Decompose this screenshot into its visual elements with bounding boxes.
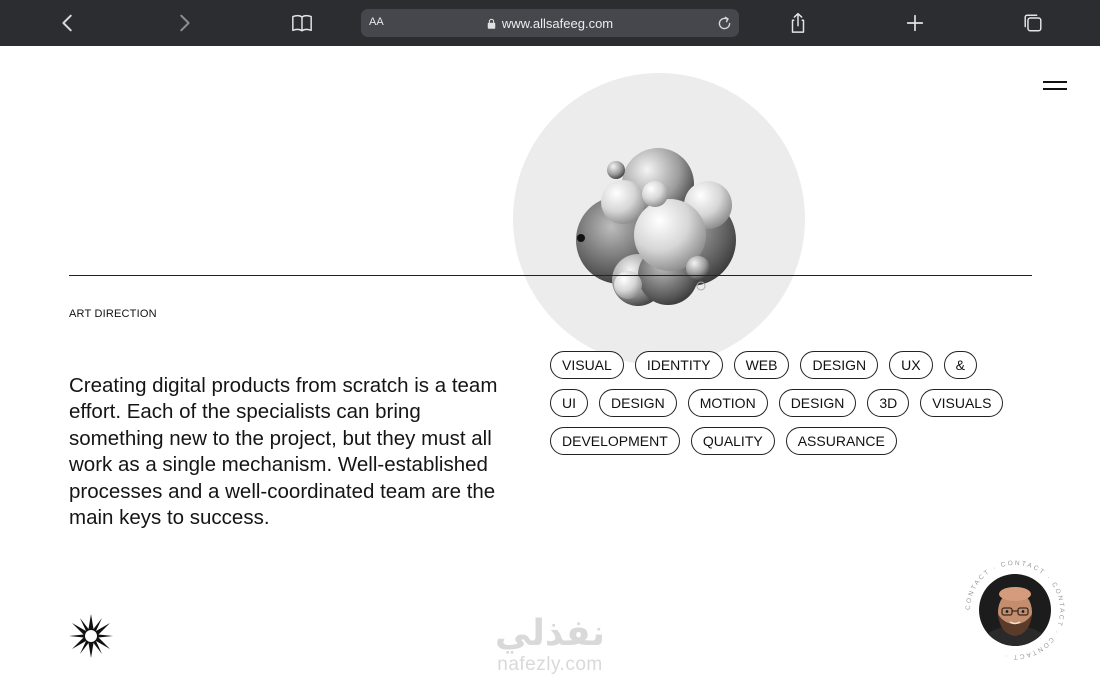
- reload-icon: [716, 15, 733, 32]
- avatar: [979, 574, 1051, 646]
- share-icon: [787, 12, 809, 34]
- tag-visuals[interactable]: VISUALS: [920, 389, 1003, 417]
- tag-3d[interactable]: 3D: [867, 389, 909, 417]
- tag-design[interactable]: DESIGN: [800, 351, 878, 379]
- tag-ux[interactable]: UX: [889, 351, 932, 379]
- tabs-icon: [1022, 12, 1044, 34]
- back-icon: [57, 12, 79, 34]
- lock-icon: [487, 18, 496, 29]
- tag-identity[interactable]: IDENTITY: [635, 351, 723, 379]
- tabs-button[interactable]: [1019, 9, 1047, 37]
- url-text: www.allsafeeg.com: [501, 15, 614, 31]
- tag-ampersand[interactable]: &: [944, 351, 977, 379]
- bookmarks-icon: [291, 12, 313, 34]
- watermark: [485, 614, 615, 688]
- tag-design[interactable]: DESIGN: [779, 389, 857, 417]
- browser-toolbar: [0, 0, 1100, 46]
- tag-quality[interactable]: QUALITY: [691, 427, 775, 455]
- tag-ui[interactable]: UI: [550, 389, 588, 417]
- address-bar[interactable]: [361, 9, 739, 37]
- contact-button[interactable]: [964, 559, 1066, 661]
- back-button[interactable]: [54, 9, 82, 37]
- tag-visual[interactable]: VISUAL: [550, 351, 624, 379]
- forward-button[interactable]: [170, 9, 198, 37]
- new-tab-icon: [904, 12, 926, 34]
- divider-line: [69, 275, 1032, 276]
- new-tab-button[interactable]: [901, 9, 929, 37]
- tag-design[interactable]: DESIGN: [599, 389, 677, 417]
- intro-paragraph: Creating digital products from scratch is a team effort. Each of the specialists can bring something new to the project, but they must all work as a single mechanism. Well-established processes and a well-coordinated team are the main keys to success.: [69, 374, 498, 530]
- menu-icon[interactable]: [1043, 78, 1067, 92]
- tag-assurance[interactable]: ASSURANCE: [786, 427, 897, 455]
- tag-web[interactable]: WEB: [734, 351, 790, 379]
- share-button[interactable]: [784, 9, 812, 37]
- starburst-icon: [69, 614, 113, 658]
- section-label: ART DIRECTION: [69, 308, 157, 320]
- contact-ring-text: CONTACT · CONTACT · CONTACT · CONTACT ·: [964, 559, 1066, 661]
- tag-motion[interactable]: MOTION: [688, 389, 768, 417]
- text-size-label: AA: [369, 16, 384, 28]
- watermark-latin: nafezly.com: [497, 654, 603, 675]
- reload-button[interactable]: [714, 13, 734, 33]
- 3d-spheres-illustration: [568, 140, 748, 310]
- forward-icon: [173, 12, 195, 34]
- url-display[interactable]: [361, 9, 739, 37]
- service-tags: [550, 351, 1020, 455]
- tag-development[interactable]: DEVELOPMENT: [550, 427, 680, 455]
- watermark-arabic: نفذلي: [494, 613, 606, 654]
- bookmarks-button[interactable]: [288, 9, 316, 37]
